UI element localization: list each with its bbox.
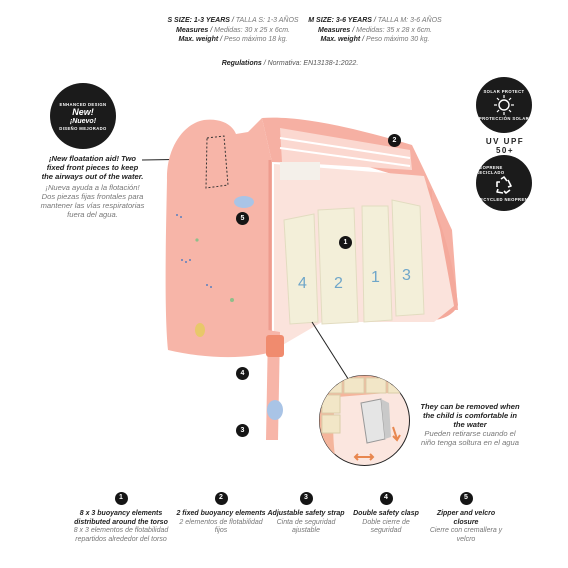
- bird-print-2: [195, 323, 205, 337]
- uv-label: UV UPF 50+: [485, 137, 525, 155]
- feature-number: 4: [380, 492, 393, 505]
- spec-m-weight-alt: Peso máximo 30 kg.: [366, 36, 430, 43]
- feature-number: 3: [300, 492, 313, 505]
- regulations-value: Normativa: EN13138-1:2022.: [267, 60, 359, 67]
- feature-title: 2 fixed buoyancy elements: [176, 510, 266, 517]
- callout-removable: [418, 402, 522, 447]
- callout-front-pieces: [40, 154, 145, 219]
- foam-block-number: 4: [298, 275, 307, 292]
- removable-block-detail: [317, 373, 412, 468]
- feature-item: [71, 492, 171, 544]
- spec-s-measures: Measures: [175, 26, 209, 34]
- marker-5: 5: [236, 212, 249, 225]
- safety-clasp: [266, 335, 284, 357]
- regulations: Regulations / Normativa: EN13138-1:2022.: [221, 60, 359, 67]
- spec-size-s: S SIZE: 1-3 YEARS / TALLA S: 1-3 AÑOS Measures / Medidas: 30 x 25 x 6cm. Max. weight / Peso máximo 18 kg.: [167, 17, 299, 43]
- recycled-badge-ring-bottom: RECYCLED NEOPRENE: [476, 196, 532, 202]
- spec-s-measures-alt: Medidas: 30 x 25 x 6cm.: [214, 26, 290, 34]
- callout-removable-desc: Pueden retirarse cuando el niño tenga soltura en el agua: [421, 429, 519, 447]
- callout-front-pieces-desc: ¡Nueva ayuda a la flotación! Dos piezas fijas frontales para mantener las vías respiratorias fuera del agua.: [40, 183, 145, 219]
- bird-print-1: [234, 196, 254, 208]
- foam-block-number: 3: [402, 267, 411, 284]
- marker-3: 3: [236, 424, 249, 437]
- feature-item: [176, 492, 266, 536]
- feature-item: [346, 492, 426, 536]
- spec-s-weight: Max. weight: [178, 36, 219, 43]
- feature-number: 5: [460, 492, 473, 505]
- feature-item: [426, 492, 506, 544]
- spec-s-weight-alt: Peso máximo 18 kg.: [224, 36, 288, 43]
- marker-4: 4: [236, 367, 249, 380]
- sun-icon: [493, 94, 515, 116]
- recycled-badge-ring-top: NEOPRENE RECICLADO: [476, 164, 505, 175]
- foam-block-number: 1: [371, 269, 380, 286]
- foam-blocks: [284, 200, 424, 324]
- spec-m-size: M SIZE: 3-6 YEARS: [308, 17, 372, 24]
- feature-desc: 8 x 3 elementos de flotabilidad repartidos alrededor del torso: [73, 527, 169, 543]
- spec-m-measures: Measures: [317, 26, 351, 34]
- spec-s-size-alt: TALLA S: 1-3 AÑOS: [235, 17, 299, 24]
- feature-number: 1: [115, 492, 128, 505]
- feature-number: 2: [215, 492, 228, 505]
- new-badge-ring-bottom: DISEÑO MEJORADO: [59, 125, 107, 131]
- feature-item: [266, 492, 346, 536]
- spec-s-size: S SIZE: 1-3 YEARS: [167, 17, 230, 24]
- feature-desc: Cinta de seguridad ajustable: [276, 518, 336, 535]
- marker-1: 1: [339, 236, 352, 249]
- solar-badge-ring-bottom: PROTECCIÓN SOLAR: [478, 116, 530, 121]
- new-design-badge: [50, 83, 116, 149]
- callout-front-pieces-title: ¡New floatation aid! Two fixed front pieces to keep the airways out of the water.: [41, 154, 144, 181]
- vest-front-panel: [166, 118, 272, 357]
- new-badge-line1: New!: [72, 106, 94, 117]
- feature-title: Double safety clasp: [353, 510, 419, 517]
- care-label: [280, 162, 320, 180]
- solar-protect-badge: [476, 77, 532, 133]
- solar-badge-ring-top: SOLAR PROTECT: [483, 89, 525, 94]
- feature-title: Zipper and velcro closure: [436, 510, 496, 526]
- feature-title: 8 x 3 buoyancy elements distributed around the torso: [74, 510, 168, 526]
- callout-removable-title: They can be removed when the child is comfortable in the water: [420, 402, 520, 429]
- regulations-label: Regulations: [221, 60, 262, 67]
- recycle-icon: [493, 175, 515, 197]
- recycled-neoprene-badge: [476, 155, 532, 211]
- feature-desc: Doble cierre de seguridad: [362, 518, 410, 535]
- spec-m-measures-alt: Medidas: 35 x 28 x 6cm.: [356, 26, 432, 34]
- feature-desc: Cierre con cremallera y velcro: [429, 527, 503, 543]
- new-badge-ring-top: ENHANCED DESIGN: [59, 101, 107, 107]
- feature-desc: 2 elementos de flotabilidad fijos: [179, 518, 263, 535]
- features-row: [73, 492, 533, 562]
- spec-m-size-alt: TALLA M: 3-6 AÑOS: [377, 17, 442, 24]
- spec-m-weight: Max. weight: [320, 36, 361, 43]
- spec-size-m: M SIZE: 3-6 YEARS / TALLA M: 3-6 AÑOS Measures / Medidas: 35 x 28 x 6cm. Max. weight / Peso máximo 30 kg.: [308, 17, 442, 43]
- new-badge-line2: ¡Nuevo!: [69, 117, 97, 125]
- feature-title: Adjustable safety strap: [267, 510, 345, 517]
- foam-block-number: 2: [334, 275, 343, 292]
- marker-2: 2: [388, 134, 401, 147]
